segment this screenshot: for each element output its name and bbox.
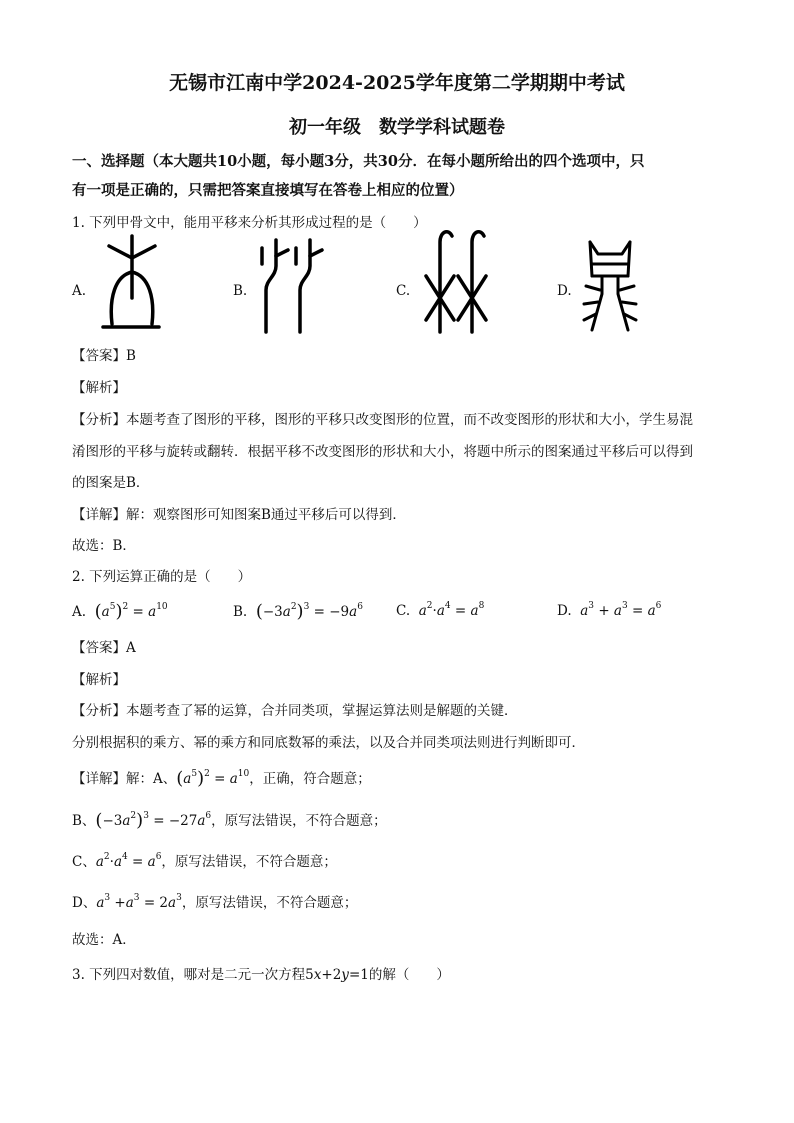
q1-answer: 【答案】B: [72, 348, 136, 364]
q2-detail-b-formula: $(-3a^2)^3 = -27a^6$: [95, 810, 212, 831]
q3-stem-suffix: 的解（ ）: [368, 967, 450, 983]
q1-option-d-label: D.: [557, 283, 572, 299]
q2-detail-c-prefix: C、: [72, 854, 96, 870]
q1-analysis-line3: 的图案是B．: [72, 475, 150, 491]
q1-option-c-label: C.: [396, 283, 411, 299]
q2-detail-b-prefix: B、: [72, 813, 96, 829]
q3-equation: 5x+2y=1: [305, 967, 369, 983]
q2-option-d: [557, 601, 661, 621]
q2-option-a-label: A.: [72, 604, 87, 620]
q1-jiexi: 【解析】: [72, 380, 126, 396]
q3-stem: [72, 965, 450, 985]
q2-option-a-formula: $(a^5)^2 = a^{10}$: [94, 601, 168, 622]
q2-detail-a: [72, 768, 371, 789]
q1-result: 故选：B．: [72, 538, 136, 554]
q2-stem: 2. 下列运算正确的是（ ）: [72, 569, 252, 585]
q2-option-a: [72, 601, 168, 622]
q2-answer: 【答案】A: [72, 640, 136, 656]
q2-detail-a-formula: $(a^5)^2 = a^{10}$: [176, 768, 250, 789]
q2-detail-b: [72, 810, 387, 831]
q2-detail-a-suffix: ，正确，符合题意；: [249, 771, 371, 787]
q1-analysis-line1: 【分析】本题考查了图形的平移，图形的平移只改变图形的位置，而不改变图形的形状和大小，学生易混: [72, 412, 693, 428]
oracle-glyph-a-icon: [95, 228, 165, 336]
q2-option-c: [396, 601, 484, 621]
q1-option-a-label: A.: [72, 283, 87, 299]
exam-title: 无锡市江南中学2024-2025学年度第二学期期中考试: [169, 72, 625, 94]
q1-stem: 1. 下列甲骨文中，能用平移来分析其形成过程的是（ ）: [72, 215, 427, 231]
q2-option-d-label: D.: [557, 603, 572, 619]
q2-detail-d-suffix: ，原写法错误，不符合题意；: [181, 895, 358, 911]
exam-subtitle: 初一年级 数学学科试题卷: [289, 117, 505, 138]
q1-detail: 【详解】解：观察图形可知图案B通过平移后可以得到．: [72, 507, 406, 523]
q2-detail-c-formula: $a^2\cdot a^4 = a^6$: [95, 852, 162, 870]
q2-analysis-line2: 分别根据积的乘方、幂的乘方和同底数幂的乘法，以及合并同类项法则进行判断即可．: [72, 735, 585, 751]
q1-analysis-line2: 淆图形的平移与旋转或翻转．根据平移不改变图形的形状和大小，将题中所示的图案通过平移后可以得到: [72, 444, 693, 460]
q3-stem-prefix: 3. 下列四对数值，哪对是二元一次方程: [72, 967, 306, 983]
q2-result: 故选：A．: [72, 932, 136, 948]
q2-option-c-label: C.: [396, 603, 411, 619]
oracle-glyph-d-icon: [580, 236, 640, 332]
q2-option-b: [233, 601, 363, 622]
q2-option-b-formula: $(-3a^2)^3 = -9a^6$: [255, 601, 363, 622]
q1-option-b-label: B.: [233, 283, 248, 299]
q2-detail-d-prefix: D、: [72, 895, 97, 911]
q2-detail-c-suffix: ，原写法错误，不符合题意；: [161, 854, 337, 870]
q2-detail-d: [72, 893, 357, 913]
q2-option-b-label: B.: [233, 604, 248, 620]
section-heading-line2: 有一项是正确的，只需把答案直接填写在答卷上相应的位置）: [72, 182, 464, 199]
oracle-glyph-c-icon: [418, 224, 494, 336]
q2-option-d-formula: $a^3 + a^3 = a^6$: [575, 601, 662, 619]
q2-option-c-formula: $a^2\cdot a^4 = a^8$: [414, 601, 485, 619]
q2-analysis-line1: 【分析】本题考查了幂的运算，合并同类项，掌握运算法则是解题的关键．: [72, 703, 518, 719]
q2-detail-d-formula: $a^3 +a^3 = 2a^3$: [96, 893, 182, 911]
q2-detail-c: [72, 852, 337, 872]
q2-detail-prefix: 【详解】解：A、: [72, 771, 177, 787]
q2-detail-b-suffix: ，原写法错误，不符合题意；: [211, 813, 387, 829]
oracle-glyph-b-icon: [254, 228, 330, 336]
q2-jiexi: 【解析】: [72, 672, 126, 688]
section-heading-line1: 一、选择题（本大题共10小题，每小题3分，共30分．在每小题所给出的四个选项中，只: [72, 153, 645, 170]
